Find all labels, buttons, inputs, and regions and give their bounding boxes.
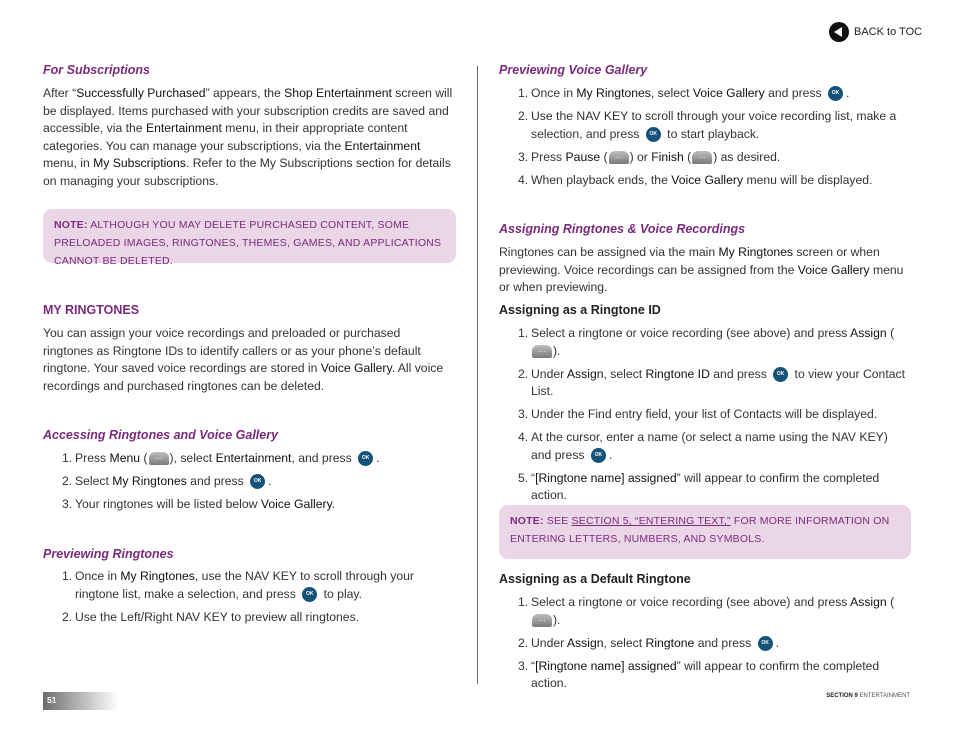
- my-ringtones-paragraph: You can assign your voice recordings and preloaded or purchased ringtones as Ringtone IDs to identify callers or as your phone’s default ringtone. Your saved voice recordings are stored in Voice Gallery. All voice recordings and purchased ringtones can be deleted.: [43, 326, 444, 393]
- previewing-voice-steps: [499, 85, 911, 195]
- ok-key-icon: OK: [773, 367, 788, 382]
- note-label: NOTE:: [510, 515, 544, 527]
- ok-key-icon: OK: [302, 587, 317, 602]
- list-item: 2. Under Assign, select Ringtone and press OK .: [518, 635, 779, 650]
- ok-key-icon: OK: [646, 127, 661, 142]
- previewing-ringtones-title: Previewing Ringtones: [43, 547, 174, 561]
- previewing-ringtones-steps: [43, 568, 423, 632]
- ok-key-icon: OK: [591, 448, 606, 463]
- column-divider: [477, 66, 478, 684]
- page-number: 51: [47, 695, 57, 705]
- softkey-icon: …: [692, 151, 712, 164]
- list-item: 1. Press Menu ( … ), select Entertainment, and press OK .: [62, 451, 380, 465]
- ok-key-icon: OK: [828, 86, 843, 101]
- section-5-link[interactable]: SECTION 5, “ENTERING TEXT,”: [571, 515, 731, 527]
- ok-key-icon: OK: [250, 474, 265, 489]
- list-item: 1. Select a ringtone or voice recording (see above) and press Assign (… ).: [518, 595, 895, 627]
- my-ringtones-heading: MY RINGTONES: [43, 303, 140, 317]
- list-item: 4. At the cursor, enter a name (or select a name using the NAV KEY) and press OK .: [518, 430, 888, 462]
- subscriptions-paragraph: After “Successfully Purchased” appears, the Shop Entertainment screen will be displayed. Items purchased with your subscription credits are saved and accessible, via the Entertainment menu, in their appropriate content categories. You can manage your subscriptions, via the Entertainment menu, in My Subscriptions. Refer to the My Subscriptions section for details on managing your subscriptions.: [43, 86, 453, 188]
- ringtone-id-steps: [499, 325, 911, 510]
- section-footer: SECTION 9 ENTERTAINMENT: [826, 693, 910, 699]
- list-item: 1. Select a ringtone or voice recording (see above) and press Assign (… ).: [518, 326, 895, 358]
- default-ringtone-title: Assigning as a Default Ringtone: [499, 572, 691, 586]
- list-item: 2. Under Assign, select Ringtone ID and press OK to view your Contact List.: [518, 366, 905, 398]
- back-to-toc-link[interactable]: [829, 22, 922, 42]
- list-item: 3. Your ringtones will be listed below Voice Gallery.: [62, 497, 336, 511]
- softkey-icon: …: [532, 345, 552, 358]
- assigning-paragraph: Ringtones can be assigned via the main My Ringtones screen or when previewing. Voice recordings can be assigned from the Voice Gallery menu or when previewing.: [499, 245, 904, 294]
- list-item: 2. Use the NAV KEY to scroll through your voice recording list, make a selection, and press OK to start playback.: [518, 109, 897, 141]
- list-item: 5. “[Ringtone name] assigned” will appear to confirm the completed action.: [518, 470, 880, 502]
- accessing-steps: [43, 450, 455, 519]
- ok-key-icon: OK: [758, 636, 773, 651]
- page-number-tab: [43, 692, 118, 710]
- list-item: 1. Once in My Ringtones, use the NAV KEY to scroll through your ringtone list, make a selection, and press OK to play.: [62, 569, 414, 601]
- softkey-icon: …: [609, 151, 629, 164]
- previewing-voice-title: Previewing Voice Gallery: [499, 63, 648, 77]
- note-box: [43, 209, 456, 267]
- list-item: 4. When playback ends, the Voice Gallery menu will be displayed.: [518, 172, 873, 187]
- subscriptions-title: For Subscriptions: [43, 63, 150, 77]
- note-text: ALTHOUGH YOU MAY DELETE PURCHASED CONTENT, SOME PRELOADED IMAGES, RINGTONES, THEMES, GAMES, AND APPLICATIONS CANNOT BE DELETED.: [54, 219, 442, 267]
- back-to-toc-label: BACK to TOC: [854, 26, 923, 38]
- list-item: 3. Press Pause ( … ) or Finish ( … ) as desired.: [518, 149, 781, 164]
- list-item: 2. Use the Left/Right NAV KEY to preview all ringtones.: [62, 609, 360, 624]
- back-arrow-icon: [829, 22, 849, 42]
- list-item: 2. Select My Ringtones and press OK .: [62, 474, 272, 488]
- ok-key-icon: OK: [358, 451, 373, 466]
- assigning-title: Assigning Ringtones & Voice Recordings: [499, 222, 746, 236]
- softkey-icon: …: [532, 614, 552, 627]
- list-item: 3. Under the Find entry field, your list of Contacts will be displayed.: [518, 407, 878, 421]
- list-item: 1. Once in My Ringtones, select Voice Gallery and press OK .: [518, 86, 850, 100]
- accessing-title: Accessing Ringtones and Voice Gallery: [43, 428, 279, 442]
- note-label: NOTE:: [54, 219, 88, 231]
- softkey-icon: …: [149, 452, 169, 465]
- list-item: 3. “[Ringtone name] assigned” will appear to confirm the completed action.: [518, 658, 880, 690]
- note-box: NOTE: SEE SECTION 5, “ENTERING TEXT,” FOR MORE INFORMATION ON ENTERING LETTERS, NUMBERS, AND SYMBOLS.: [499, 505, 911, 559]
- ringtone-id-title: Assigning as a Ringtone ID: [499, 303, 661, 317]
- default-ringtone-steps: [499, 594, 911, 698]
